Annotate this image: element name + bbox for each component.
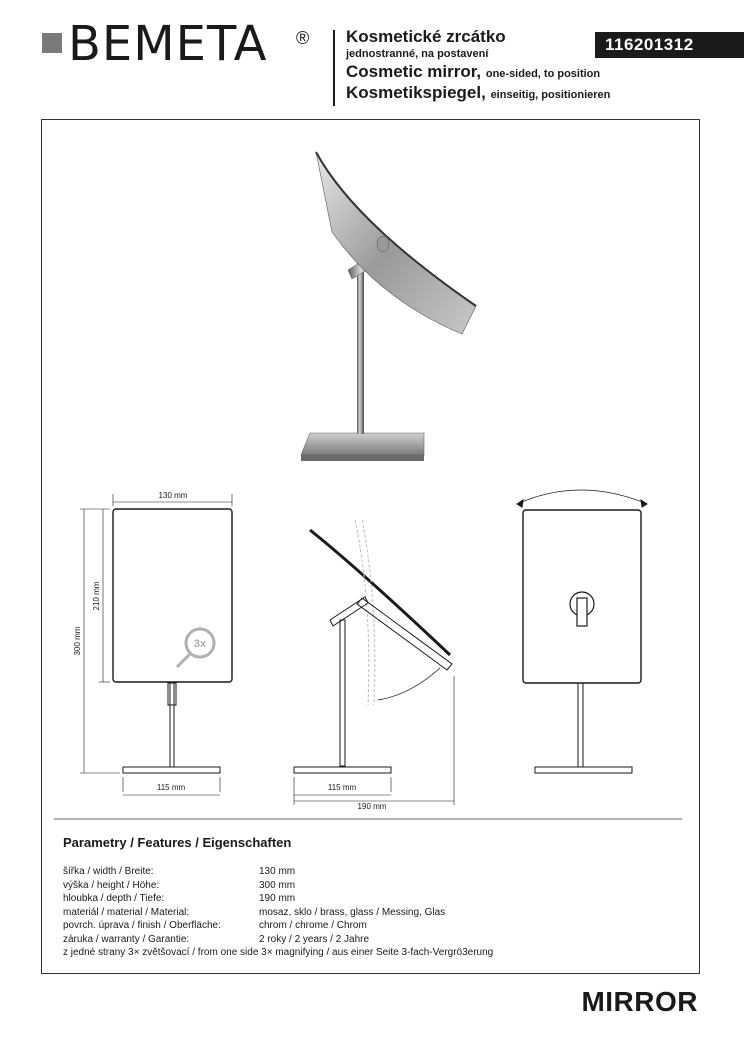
spec-label: výška / height / Höhe: <box>63 879 160 891</box>
spec-value: 130 mm <box>259 866 296 877</box>
brand-name: BEMETA <box>68 16 268 72</box>
spec-value: 300 mm <box>259 879 296 891</box>
title-en-text: Cosmetic mirror, <box>346 61 482 81</box>
spec-row-finish <box>63 919 445 933</box>
dim-front-base: 115 mm <box>156 783 186 792</box>
subtitle-de: einseitig, positionieren <box>490 89 611 102</box>
back-view-drawing <box>517 490 647 773</box>
spec-row-height <box>63 879 445 893</box>
side-view-drawing <box>294 520 454 805</box>
spec-row-depth <box>63 892 445 906</box>
features-list <box>63 865 445 947</box>
product-category: MIRROR <box>581 986 698 1017</box>
registered-mark: ® <box>296 28 310 48</box>
spec-row-warranty <box>63 933 445 947</box>
subtitle-cz: jednostranné, na postavení <box>346 47 489 60</box>
spec-value: 190 mm <box>259 893 296 905</box>
spec-value: 2 roky / 2 years / 2 Jahre <box>259 933 370 945</box>
product-code-badge: 116201312 <box>595 32 744 58</box>
spec-label: šířka / width / Breite: <box>63 866 154 877</box>
spec-label: povrch. úprava / finish / Oberfläche: <box>63 920 221 932</box>
title-cz: Kosmetické zrcátko <box>346 27 506 46</box>
magnifying-note: z jedné strany 3× zvětšovací / from one side 3× magnifying / aus einer Seite 3-fach-Vergrö3erung <box>63 947 494 958</box>
spec-row-width <box>63 865 445 879</box>
dim-front-height: 300 mm <box>73 626 82 656</box>
front-view-drawing <box>80 494 232 795</box>
spec-value: chrom / chrome / Chrom <box>259 920 367 932</box>
subtitle-en: one-sided, to position <box>485 67 601 80</box>
spec-value: mosaz, sklo / brass, glass / Messing, Glas <box>259 906 446 918</box>
dim-mirror-height: 210 mm <box>92 581 101 611</box>
title-de-text: Kosmetikspiegel, <box>346 83 486 103</box>
dim-side-depth: 190 mm <box>357 802 387 811</box>
spec-row-material <box>63 906 445 920</box>
features-title: Parametry / Features / Eigenschaften <box>63 835 292 850</box>
dim-front-width: 130 mm <box>158 491 188 500</box>
dim-side-base: 115 mm <box>327 783 357 792</box>
spec-label: hloubka / depth / Tiefe: <box>63 893 165 905</box>
product-render <box>301 152 476 461</box>
spec-label: materiál / material / Material: <box>63 906 190 918</box>
magnify-badge: 3x <box>193 638 207 650</box>
spec-label: záruka / warranty / Garantie: <box>63 933 190 945</box>
